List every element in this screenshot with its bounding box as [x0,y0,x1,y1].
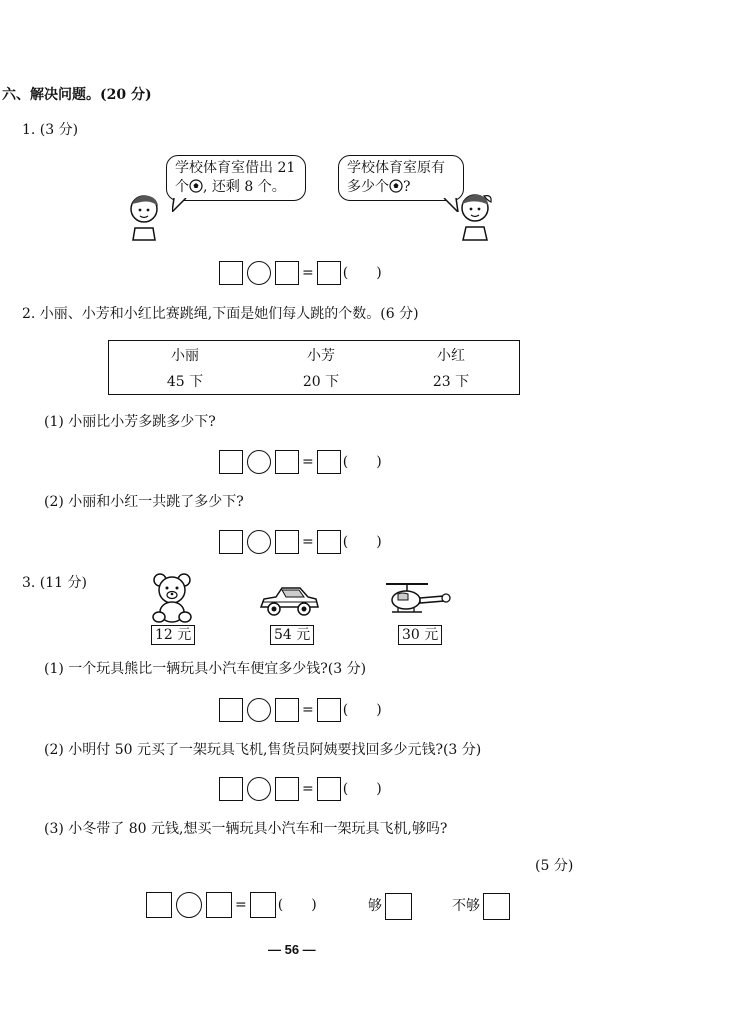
q2-sub2: (2) 小丽和小红一共跳了多少下? [44,494,244,510]
bubble-left-line2a: 个 [175,179,189,195]
operator-circle[interactable] [247,530,271,554]
unit-blank[interactable]: ( ) [342,702,382,718]
q1-label: 1. (3 分) [22,122,79,138]
answer-box[interactable] [146,892,172,918]
unit-blank[interactable]: ( ) [342,781,382,797]
answer-box[interactable] [250,892,276,918]
answer-box[interactable] [219,777,243,801]
bubble-right-line2b: ? [403,179,411,195]
answer-box[interactable] [275,698,299,722]
answer-box[interactable] [219,698,243,722]
unit-blank[interactable]: ( ) [342,454,382,470]
operator-circle[interactable] [247,450,271,474]
unit-blank[interactable]: ( ) [342,265,382,281]
enough-checkbox[interactable] [385,893,412,920]
answer-box[interactable] [317,777,341,801]
answer-formula-q3-2 [219,776,382,802]
jump-rope-table [108,340,520,395]
q3-sub3: (3) 小冬带了 80 元钱,想买一辆玩具小汽车和一架玩具飞机,够吗? [44,821,448,837]
table-header: 小丽 [171,348,199,364]
equals-sign: = [302,534,314,550]
answer-box[interactable] [219,261,243,285]
table-cell: 20 下 [302,374,340,390]
q2-label: 2. 小丽、小芳和小红比赛跳绳,下面是她们每人跳的个数。(6 分) [22,306,419,322]
price-tag-helicopter: 30 元 [398,625,442,645]
answer-formula-q1 [219,260,382,286]
bubble-right-line2a: 多少个 [347,179,389,195]
q3-label: 3. (11 分) [22,575,87,591]
soccer-ball-icon [189,179,203,193]
unit-blank[interactable]: ( ) [342,534,382,550]
table-header: 小红 [437,348,465,364]
answer-formula-q2-2 [219,529,382,555]
answer-box[interactable] [275,450,299,474]
unit-blank[interactable]: ( ) [277,897,317,913]
answer-box[interactable] [317,698,341,722]
answer-box[interactable] [219,450,243,474]
enough-option [368,892,412,920]
answer-box[interactable] [317,530,341,554]
answer-box[interactable] [275,777,299,801]
bubble-right [338,155,464,201]
answer-formula-q3-3 [146,892,317,918]
answer-formula-q2-1 [219,449,382,475]
bubble-left-line1: 学校体育室借出 21 [175,160,296,176]
toy-car-icon [258,585,320,619]
bubble-left-line2b: , 还剩 8 个。 [203,179,286,195]
q3-sub2: (2) 小明付 50 元买了一架玩具飞机,售货员阿姨要找回多少元钱?(3 分) [44,742,482,758]
q2-sub1: (1) 小丽比小芳多跳多少下? [44,414,216,430]
table-header: 小芳 [307,348,335,364]
teddy-bear-icon [150,572,194,624]
price-tag-car: 54 元 [270,625,314,645]
not-enough-option [452,892,510,920]
price-tag-bear: 12 元 [151,625,195,645]
answer-formula-q3-1 [219,697,382,723]
not-enough-label: 不够 [452,898,480,914]
equals-sign: = [235,897,247,913]
operator-circle[interactable] [247,261,271,285]
answer-box[interactable] [206,892,232,918]
equals-sign: = [302,702,314,718]
q3-sub1: (1) 一个玩具熊比一辆玩具小汽车便宜多少钱?(3 分) [44,661,367,677]
answer-box[interactable] [317,261,341,285]
operator-circle[interactable] [247,777,271,801]
section-title: 六、解决问题。(20 分) [2,87,152,103]
table-cell: 23 下 [432,374,470,390]
equals-sign: = [302,265,314,281]
not-enough-checkbox[interactable] [483,893,510,920]
bubble-right-line1: 学校体育室原有 [347,160,445,176]
girl-illustration [456,190,494,242]
table-cell: 45 下 [166,374,204,390]
toy-helicopter-icon [380,578,456,618]
equals-sign: = [302,781,314,797]
enough-label: 够 [368,898,382,914]
answer-box[interactable] [317,450,341,474]
operator-circle[interactable] [176,892,202,918]
q3-sub3-points: (5 分) [535,858,574,874]
bubble-left-tail [172,198,192,212]
answer-box[interactable] [275,261,299,285]
boy-illustration [127,192,163,242]
bubble-left [166,155,306,201]
equals-sign: = [302,454,314,470]
operator-circle[interactable] [247,698,271,722]
answer-box[interactable] [219,530,243,554]
page-number: — 56 — [268,942,316,957]
answer-box[interactable] [275,530,299,554]
soccer-ball-icon [389,179,403,193]
